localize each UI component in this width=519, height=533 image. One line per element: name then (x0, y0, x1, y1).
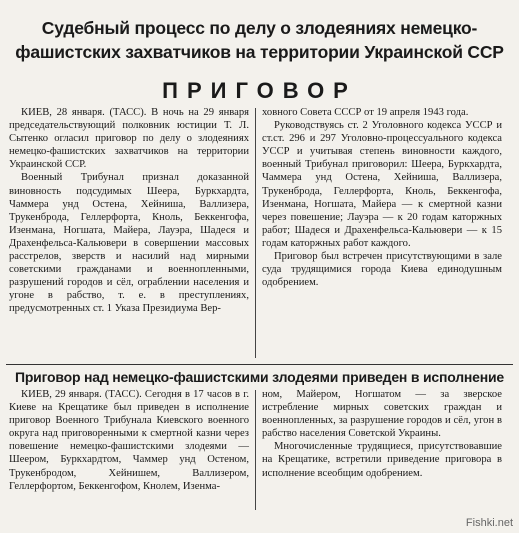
headline: Судебный процесс по делу о злодеяниях немецко-фашистских захватчиков на территории Украинской ССР (15, 18, 504, 62)
watermark: Fishki.net (465, 517, 513, 529)
article2-paragraph: Многочисленные трудящиеся, присутствовавшие на Крещатике, встретили приведение приговора в исполнение всеобщим одобрением. (262, 441, 502, 479)
article2-paragraph: ном, Майером, Ногшатом — за зверское истребление мирных советских граждан и военнопленных, за разрушение городов и сёл, угон в рабство населения Советской Украины. (262, 389, 502, 440)
article2-column-right (262, 388, 502, 480)
article2-paragraph: КИЕВ, 29 января. (ТАСС). Сегодня в 17 часов в г. Киеве на Крещатике был приведен в исполнение приговор Военного Трибунала Киевского военного округа над приговоренными к смертной казни через повешение немецко-фашистскими злодеями — Шеером, Буркхардтом, Чаммер унд Остеном, Трукенбродом, Хейнишем, Валлизером, Геллерфортом, Беккенгофом, Кнолем, Изенма- (9, 389, 249, 492)
article1-paragraph: Руководствуясь ст. 2 Уголовного кодекса УССР и ст.ст. 296 и 297 Уголовно-процессуального кодекса УССР и учитывая степень виновности каждого, военный Трибунал приговорил: Шеера, Буркхардта, Чаммера унд Остена, Хейнишa, Валлизера, Трукенброда, Геллерфорта, Кноль, Беккенгофа, Изенмана, Ногшата, Майера — к смертной казни через повешение; Лауэра — к 20 годам каторжных работ; Шадеся и Драхенфельса-Кальювери — к 15 годам каторжных работ каждого. (262, 120, 502, 249)
article1-paragraph: Приговор был встречен присутствующими в зале суда трудящимися города Киева единодушным одобрением. (262, 251, 502, 289)
article2-headline: Приговор над немецко-фашистскими злодеями приведен в исполнение (14, 369, 505, 385)
verdict-title: ПРИГОВОР (162, 78, 357, 103)
article1-column-left (9, 106, 249, 316)
article1-paragraph: ховного Совета СССР от 19 апреля 1943 года. (262, 107, 469, 118)
column-divider (255, 390, 256, 510)
article1-column-right (262, 106, 502, 289)
article1-paragraph: КИЕВ, 28 января. (ТАСС). В ночь на 29 января председательствующий полковник юстиции Т. Л. Сытенко огласил приговор по делу о злодеяниях немецко-фашистских захватчиков на территории Украинской ССР. (9, 107, 249, 171)
article1-paragraph: Военный Трибунал признал доказанной виновность подсудимых Шеера, Буркхардта, Чаммера унд Остена, Хейнишa, Валлизера, Трукенброда, Геллерфорта, Кноль, Беккенгофа, Изенмана, Ногшата, Майера, Лауэра, Шадеся и Драхенфельса-Кальювери в совершении массовых расстрелов, зверств и насилий над мирными советскими гражданами и военнопленными, разрушений городов и сёл, ограблении населения и угоне в рабство, т. е. в преступлениях, предусмотренных ст. 1 Указа Президиума Вер- (9, 172, 249, 315)
section-divider (6, 364, 513, 365)
column-divider (255, 108, 256, 358)
article2-column-left (9, 388, 249, 493)
